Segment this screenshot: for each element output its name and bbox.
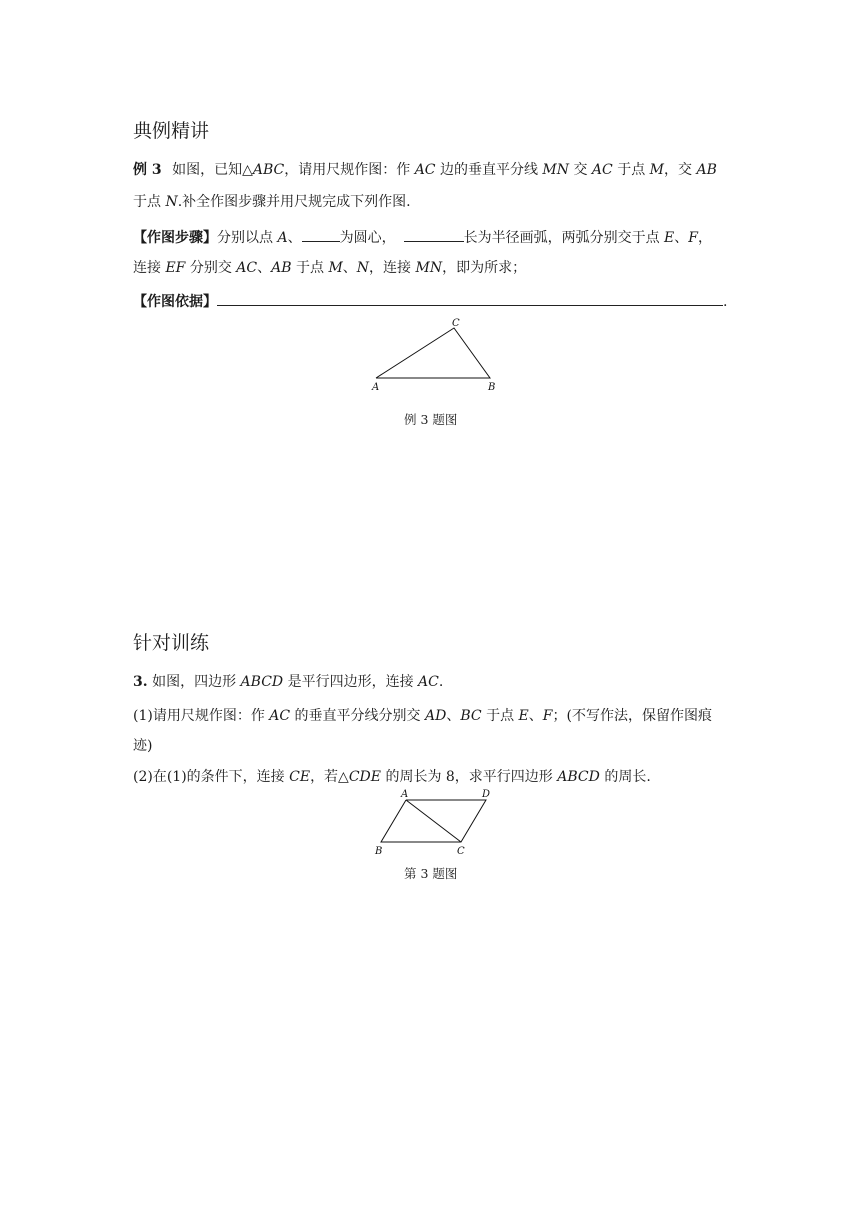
basis-label: 【作图依据】 [133, 294, 217, 310]
section-heading-training: 针对训练 [133, 632, 210, 654]
steps-label: 【作图步骤】 [133, 230, 217, 246]
text: 连接 [133, 260, 166, 276]
triangle-outline [376, 328, 490, 378]
text: 、 [674, 230, 689, 246]
question-1-line-1 [133, 706, 712, 726]
text: 的周长. [599, 769, 651, 785]
text: 、 [257, 260, 272, 276]
label-b: B [488, 382, 496, 393]
text: 、 [287, 230, 302, 246]
basis-line [133, 290, 727, 312]
text: 的垂直平分线分别交 [290, 708, 426, 724]
text: 是平行四边形，连接 [283, 674, 419, 690]
text: AC [414, 162, 436, 178]
fill-blank-1[interactable] [302, 226, 340, 242]
text: AC [418, 674, 439, 690]
example-3-line-1 [133, 160, 717, 180]
text: AD [425, 708, 447, 724]
label-b: B [375, 846, 383, 857]
figure-caption-problem-3: 第 3 题图 [404, 866, 458, 881]
text: N [356, 260, 370, 276]
text: A [277, 230, 288, 246]
text: 、 [446, 708, 461, 724]
text: ，请用尺规作图：作 [284, 162, 415, 178]
text: AC [236, 260, 258, 276]
text: 、 [342, 260, 357, 276]
text: AC [591, 162, 613, 178]
text: ，连接 [369, 260, 416, 276]
text: 于点 [133, 194, 166, 210]
fill-blank-basis[interactable] [217, 290, 723, 306]
problem-3-line [133, 672, 443, 692]
text: E [518, 708, 529, 724]
text: . [723, 294, 728, 310]
text: 分别交 [185, 260, 237, 276]
steps-line-2 [133, 258, 526, 278]
text: . [438, 674, 444, 690]
text: CDE [348, 769, 381, 785]
text: 如图，已知△ [172, 162, 253, 178]
text: 迹) [133, 738, 153, 754]
text: BC [460, 708, 482, 724]
text: 边的垂直平分线 [435, 162, 543, 178]
example-label: 例 3 [133, 162, 162, 178]
text: 、 [528, 708, 543, 724]
label-a: A [372, 382, 380, 393]
text: F [542, 708, 553, 724]
text: (2)在(1)的条件下，连接 [133, 769, 290, 785]
text: ABCD [557, 769, 600, 785]
text: ， [697, 230, 712, 246]
text: MN [415, 260, 443, 276]
text: ABCD [240, 674, 284, 690]
text: AB [696, 162, 717, 178]
text: ，交 [664, 162, 697, 178]
text: F [688, 230, 698, 246]
text: EF [165, 260, 186, 276]
section-heading-examples: 典例精讲 [133, 120, 210, 142]
text: MN [542, 162, 570, 178]
label-c: C [457, 846, 465, 857]
text: AC [269, 708, 291, 724]
label-c: C [452, 318, 460, 329]
text: 于点 [291, 260, 329, 276]
text: CE [289, 769, 311, 785]
text: M [328, 260, 343, 276]
label-d: D [482, 789, 491, 800]
text: (1)请用尺规作图：作 [133, 708, 270, 724]
text: N [165, 194, 178, 210]
text: .补全作图步骤并用尺规完成下列作图. [177, 194, 411, 210]
text: E [664, 230, 675, 246]
triangle-abc-figure [360, 312, 510, 396]
question-1-line-2 [133, 736, 152, 756]
text: 如图，四边形 [147, 674, 241, 690]
steps-line-1 [133, 226, 712, 248]
text: ；(不写作法，保留作图痕 [552, 708, 712, 724]
text: 于点 [612, 162, 650, 178]
text: 为圆心， [339, 230, 396, 246]
text: AB [271, 260, 292, 276]
text: 于点 [481, 708, 519, 724]
text: ，即为所求； [442, 260, 527, 276]
fill-blank-2[interactable] [404, 226, 464, 242]
text: 的周长为 8，求平行四边形 [381, 769, 558, 785]
text: 长为半径画弧，两弧分别交于点 [463, 230, 665, 246]
text: ，若△ [310, 769, 349, 785]
label-a: A [401, 789, 409, 800]
problem-number: 3. [133, 674, 148, 690]
parallelogram-abcd-figure [365, 784, 500, 860]
example-3-line-2 [133, 192, 411, 212]
text: M [649, 162, 664, 178]
figure-caption-example-3: 例 3 题图 [404, 412, 458, 427]
diagonal-ac [406, 800, 461, 842]
text: 交 [569, 162, 592, 178]
text: 分别以点 [217, 230, 278, 246]
text: ABC [252, 162, 285, 178]
